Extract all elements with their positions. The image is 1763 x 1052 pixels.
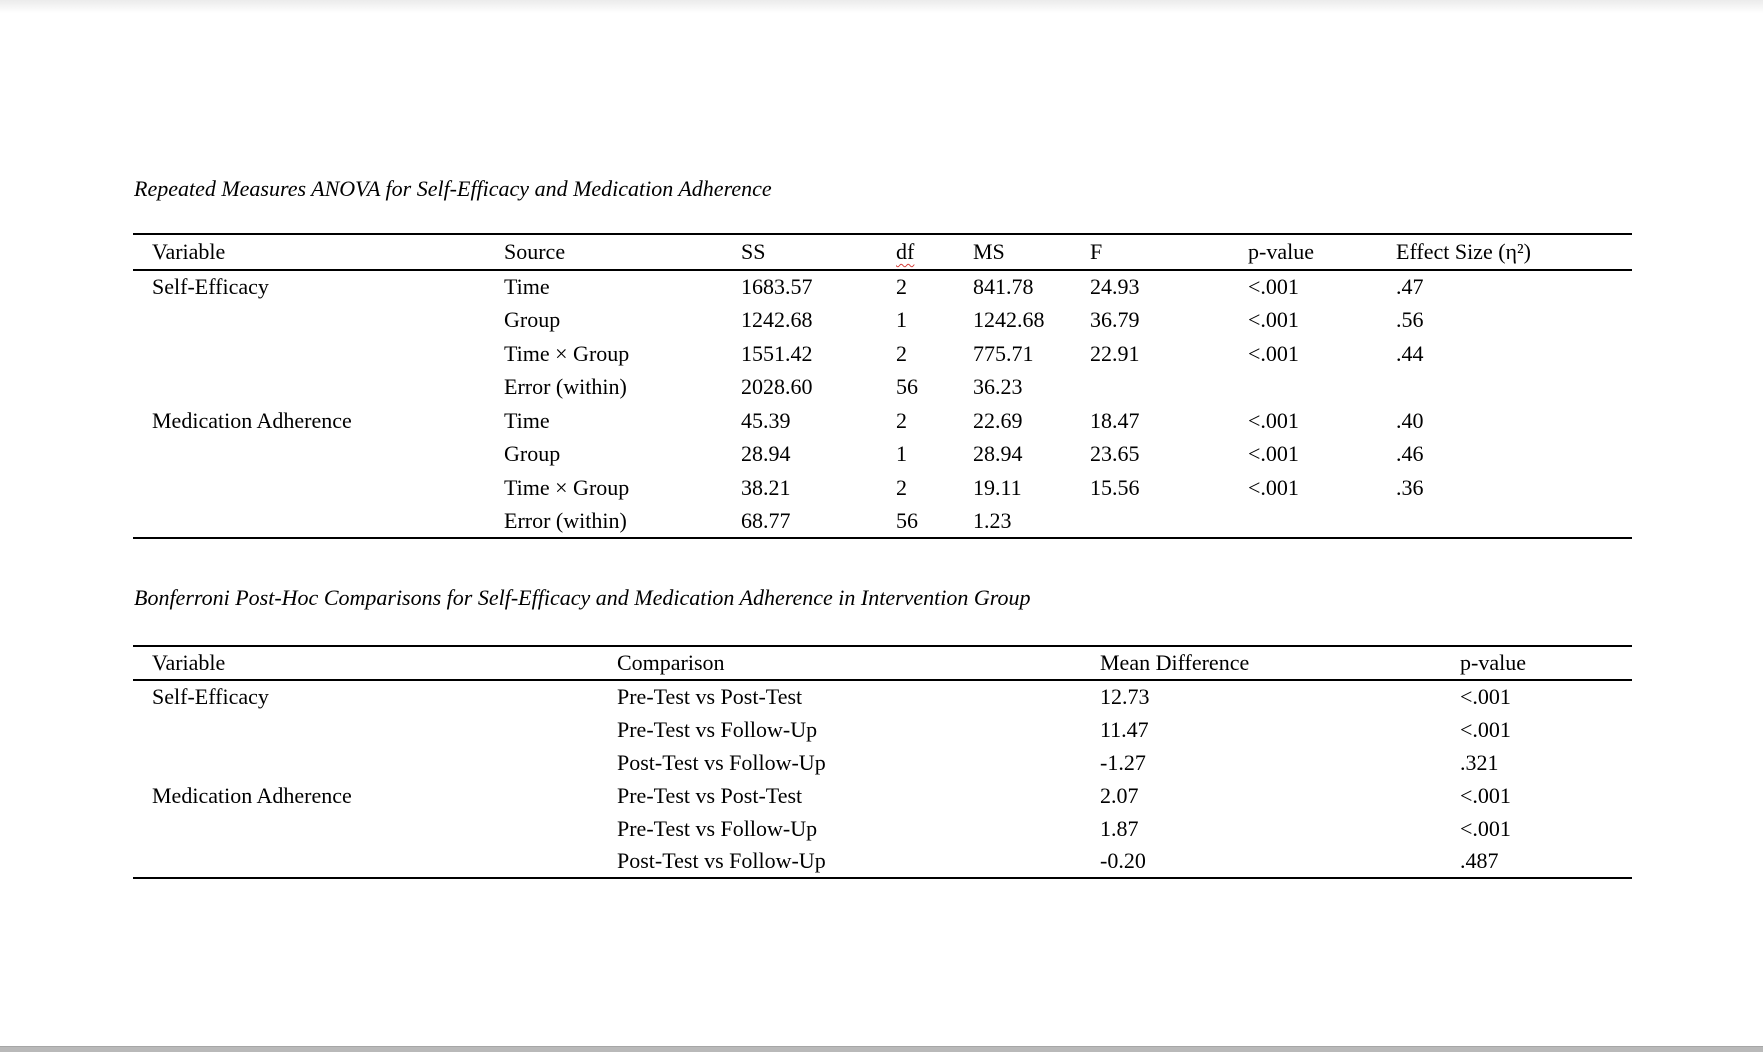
cell-variable <box>133 304 485 338</box>
table-row <box>133 746 1632 779</box>
cell-mean-difference: -0.20 <box>1081 845 1441 878</box>
column-header-source: Source <box>485 234 722 270</box>
cell-ss: 1683.57 <box>741 274 813 300</box>
table-row <box>133 680 1632 713</box>
cell-source: Time × Group <box>504 474 630 500</box>
cell-f: 15.56 <box>1090 474 1140 500</box>
table-row <box>133 270 1632 304</box>
column-header-ms: MS <box>954 234 1071 270</box>
cell-pvalue: <.001 <box>1460 684 1511 709</box>
cell-f <box>1071 371 1229 405</box>
cell-variable <box>133 337 485 371</box>
cell-pvalue: <.001 <box>1248 274 1299 300</box>
cell-source: Error (within) <box>504 374 627 400</box>
column-header-variable: Variable <box>133 646 598 680</box>
cell-df: 2 <box>896 340 907 366</box>
cell-ms: 36.23 <box>973 374 1023 400</box>
cell-variable <box>133 812 598 845</box>
table-row <box>133 713 1632 746</box>
cell-variable: Medication Adherence <box>152 407 352 433</box>
cell-comparison: Post-Test vs Follow-Up <box>598 845 1081 878</box>
cell-pvalue: .487 <box>1441 845 1632 878</box>
cell-variable <box>133 746 598 779</box>
cell-ms: 22.69 <box>973 407 1023 433</box>
column-header-ss: SS <box>722 234 877 270</box>
cell-ss: 38.21 <box>741 474 791 500</box>
cell-pvalue <box>1229 505 1377 539</box>
cell-effect-size <box>1377 505 1632 539</box>
cell-pvalue: <.001 <box>1460 782 1511 808</box>
cell-ss: 45.39 <box>741 407 791 433</box>
cell-variable <box>133 505 485 539</box>
cell-f: 24.93 <box>1090 274 1140 300</box>
cell-source: Group <box>504 307 561 333</box>
cell-pvalue: .321 <box>1460 749 1499 775</box>
cell-mean-difference: -1.27 <box>1100 749 1146 775</box>
cell-mean-difference: 1.87 <box>1100 815 1139 841</box>
table-row <box>133 505 1632 539</box>
cell-variable <box>133 471 485 505</box>
cell-pvalue: <.001 <box>1248 441 1299 467</box>
column-header-f: F <box>1071 234 1229 270</box>
table-row <box>133 404 1632 438</box>
posthoc-table <box>133 645 1632 879</box>
cell-f: 23.65 <box>1090 441 1140 467</box>
cell-pvalue: <.001 <box>1248 474 1299 500</box>
cell-ms: 28.94 <box>973 441 1023 467</box>
cell-effect-size: .46 <box>1396 441 1424 467</box>
anova-header-row <box>133 234 1632 270</box>
cell-variable <box>133 713 598 746</box>
cell-effect-size <box>1377 371 1632 405</box>
cell-source: Time × Group <box>504 340 630 366</box>
cell-mean-difference: 12.73 <box>1100 684 1150 709</box>
cell-pvalue: <.001 <box>1460 716 1511 742</box>
cell-source: Group <box>504 441 561 467</box>
cell-pvalue: <.001 <box>1248 307 1299 333</box>
cell-comparison: Pre-Test vs Follow-Up <box>617 716 818 742</box>
cell-ss: 28.94 <box>741 441 791 467</box>
cell-variable <box>133 438 485 472</box>
anova-table-title: Repeated Measures ANOVA for Self-Efficacy and Medication Adherence <box>134 176 772 201</box>
cell-df: 2 <box>896 407 907 433</box>
table-row <box>133 812 1632 845</box>
cell-df: 56 <box>877 505 954 539</box>
cell-f: 22.91 <box>1090 340 1140 366</box>
cell-effect-size: .40 <box>1396 407 1424 433</box>
cell-ss: 68.77 <box>722 505 877 539</box>
column-header-variable: Variable <box>133 234 485 270</box>
cell-ss: 1551.42 <box>741 340 813 366</box>
cell-ms: 1.23 <box>954 505 1071 539</box>
column-header-df <box>877 234 954 270</box>
cell-df: 2 <box>896 474 907 500</box>
posthoc-header-row <box>133 646 1632 680</box>
cell-comparison: Post-Test vs Follow-Up <box>617 749 826 775</box>
cell-effect-size: .56 <box>1396 307 1424 333</box>
table-row <box>133 438 1632 472</box>
cell-effect-size: .44 <box>1396 340 1424 366</box>
table-row <box>133 337 1632 371</box>
cell-ms: 1242.68 <box>973 307 1045 333</box>
cell-variable: Medication Adherence <box>152 782 352 808</box>
table-row <box>133 371 1632 405</box>
cell-df: 1 <box>896 441 907 467</box>
cell-variable: Self-Efficacy <box>152 274 269 300</box>
table-row <box>133 779 1632 812</box>
cell-f <box>1071 505 1229 539</box>
cell-pvalue: <.001 <box>1248 407 1299 433</box>
window-bottom-bar <box>0 1046 1763 1052</box>
cell-ss: 1242.68 <box>741 307 813 333</box>
column-header-effect-size: Effect Size (η²) <box>1377 234 1632 270</box>
cell-ss: 2028.60 <box>741 374 813 400</box>
column-header-pvalue: p-value <box>1441 646 1632 680</box>
cell-source: Error (within) <box>485 505 722 539</box>
cell-ms: 775.71 <box>973 340 1034 366</box>
table-row <box>133 845 1632 878</box>
cell-df: 56 <box>896 374 918 400</box>
column-header-pvalue: p-value <box>1229 234 1377 270</box>
cell-variable <box>133 845 598 878</box>
spellcheck-squiggle: df <box>896 239 915 264</box>
cell-pvalue: <.001 <box>1248 340 1299 366</box>
cell-comparison: Pre-Test vs Post-Test <box>617 684 803 709</box>
cell-f: 36.79 <box>1090 307 1140 333</box>
table-row <box>133 304 1632 338</box>
cell-pvalue <box>1229 371 1377 405</box>
cell-mean-difference: 11.47 <box>1100 716 1149 742</box>
cell-effect-size: .36 <box>1396 474 1424 500</box>
cell-comparison: Pre-Test vs Follow-Up <box>617 815 818 841</box>
cell-effect-size: .47 <box>1396 274 1424 300</box>
anova-table <box>133 233 1632 539</box>
cell-pvalue: <.001 <box>1460 815 1511 841</box>
cell-variable <box>133 371 485 405</box>
cell-df: 2 <box>896 274 907 300</box>
cell-source: Time <box>504 407 550 433</box>
cell-f: 18.47 <box>1090 407 1140 433</box>
cell-df: 1 <box>896 307 907 333</box>
page-top-shadow <box>0 0 1763 13</box>
cell-mean-difference: 2.07 <box>1100 782 1139 808</box>
column-header-mean-difference: Mean Difference <box>1081 646 1441 680</box>
cell-comparison: Pre-Test vs Post-Test <box>617 782 803 808</box>
cell-source: Time <box>504 274 550 300</box>
column-header-comparison: Comparison <box>598 646 1081 680</box>
cell-ms: 841.78 <box>973 274 1034 300</box>
posthoc-table-title: Bonferroni Post-Hoc Comparisons for Self-Efficacy and Medication Adherence in Intervention Group <box>134 585 1031 610</box>
cell-variable: Self-Efficacy <box>152 684 269 709</box>
cell-ms: 19.11 <box>973 474 1022 500</box>
table-row <box>133 471 1632 505</box>
